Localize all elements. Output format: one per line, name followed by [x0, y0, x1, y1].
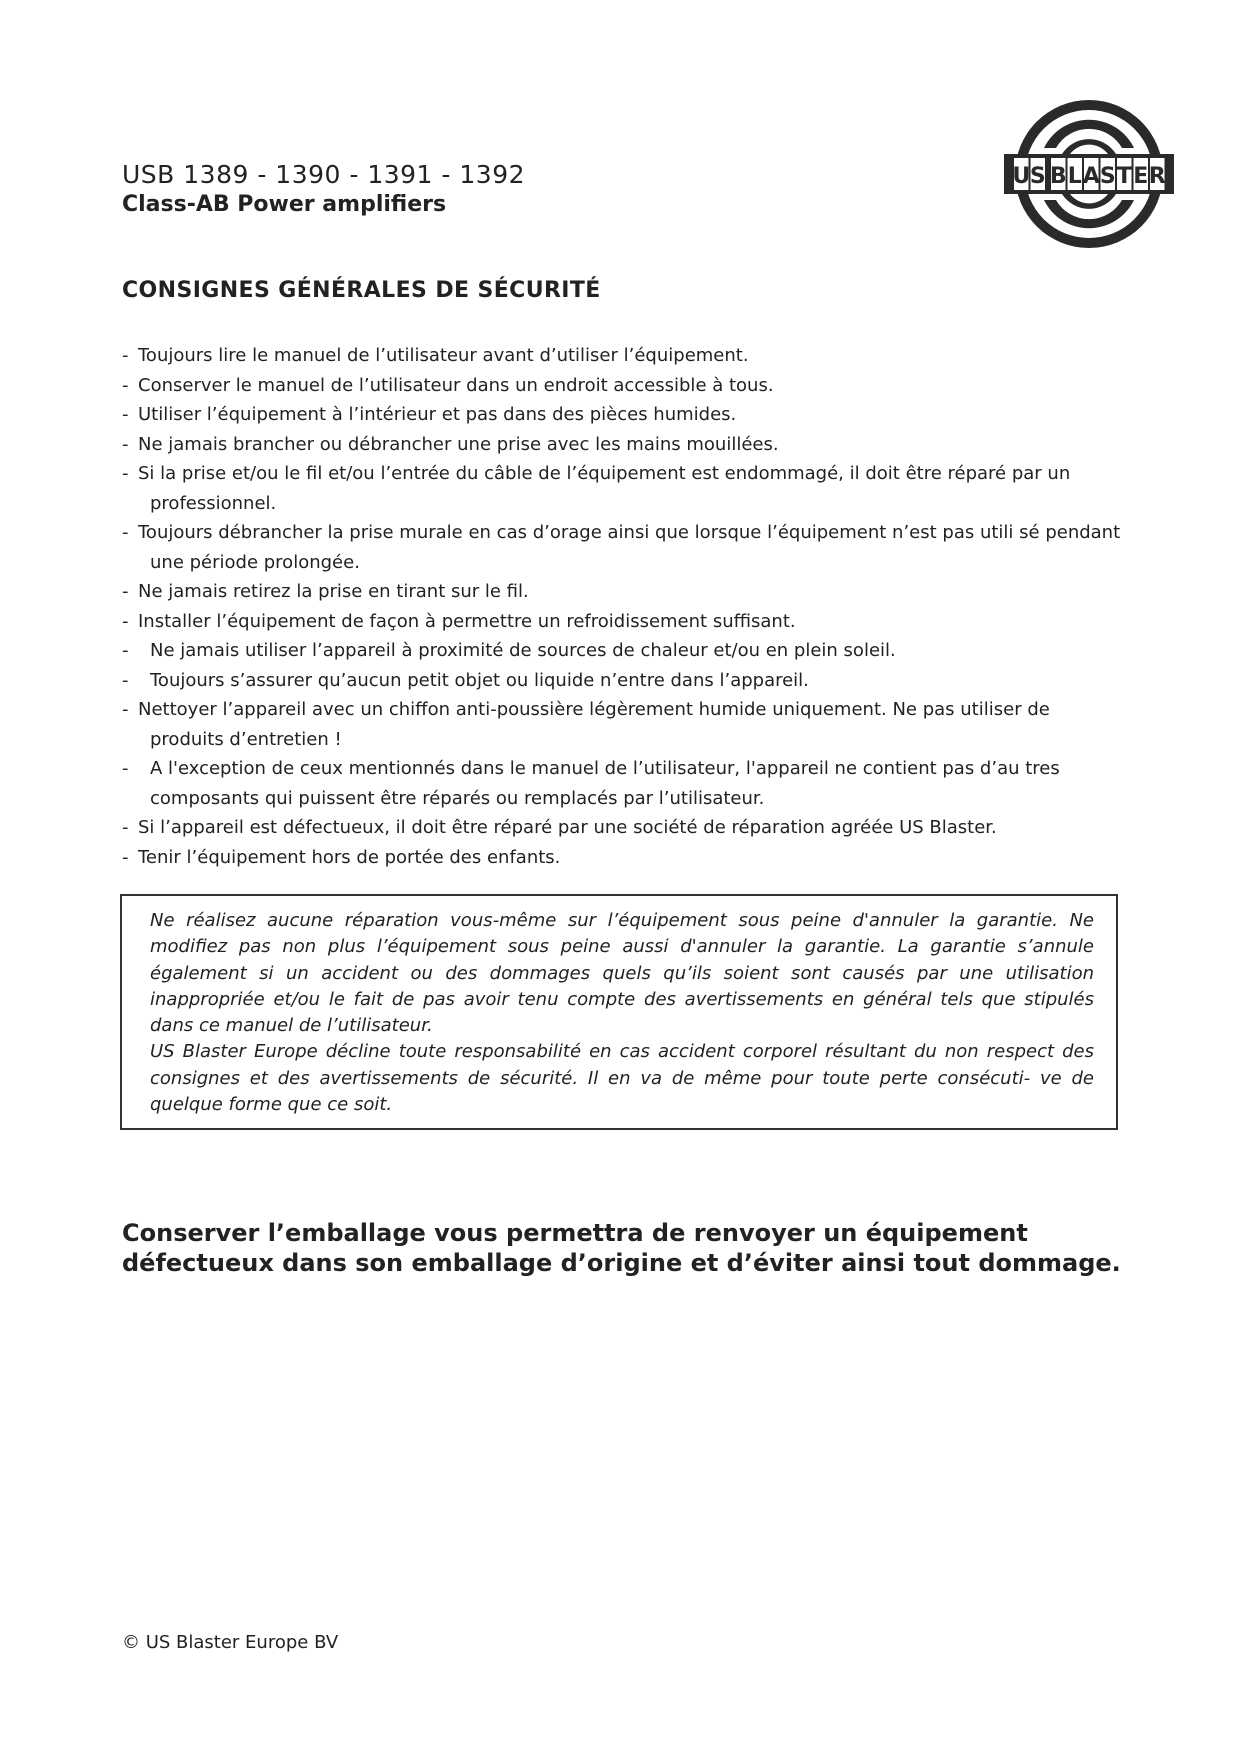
list-dash: -: [122, 610, 129, 632]
list-dash: -: [122, 699, 129, 720]
safety-rule-item: [122, 754, 1122, 813]
list-dash: -: [122, 345, 129, 366]
logo-letter: E: [1133, 164, 1149, 189]
product-subtitle: Class-AB Power amplifiers: [122, 192, 447, 217]
logo-letter: S: [1099, 164, 1116, 189]
safety-rule-item: [122, 843, 1122, 873]
safety-rule-item: [122, 341, 1122, 371]
safety-rule-text: Utiliser l’équipement à l’intérieur et pas dans des pièces humides.: [138, 404, 737, 425]
packaging-notice: Conserver l’emballage vous permettra de renvoyer un équipement défectueux dans son emballage d’origine et d’éviter ainsi tout dommage.: [122, 1219, 1121, 1277]
list-dash: -: [122, 404, 129, 425]
logo-letter: T: [1116, 164, 1132, 189]
list-dash: -: [122, 463, 129, 484]
logo-letter: R: [1148, 164, 1166, 189]
us-blaster-logo: [1004, 96, 1174, 256]
safety-rule-text: Si la prise et/ou le fil et/ou l’entrée du câble de l’équipement est endommagé, il doit être réparé par un professionnel.: [138, 463, 1071, 514]
safety-rule-text: Toujours s’assurer qu’aucun petit objet ou liquide n’entre dans l’appareil.: [150, 669, 809, 691]
logo-wordmark: [1012, 158, 1165, 190]
safety-rule-text: Tenir l’équipement hors de portée des enfants.: [138, 846, 561, 868]
logo-letter: A: [1082, 164, 1100, 189]
list-dash: -: [122, 374, 129, 396]
logo-letter: U: [1012, 164, 1031, 189]
safety-rule-text: Nettoyer l’appareil avec un chiffon anti-poussière légèrement humide uniquement. Ne pas utiliser de produits d’entretien !: [138, 699, 1050, 750]
safety-rule-item: [122, 400, 1122, 430]
copyright-footer: © US Blaster Europe BV: [122, 1632, 339, 1653]
safety-rule-item: [122, 371, 1122, 401]
safety-rule-item: [122, 577, 1122, 607]
safety-rule-text: Toujours lire le manuel de l’utilisateur avant d’utiliser l’équipement.: [138, 345, 749, 366]
safety-rule-item: [122, 518, 1122, 577]
document-header: [122, 160, 525, 220]
safety-rule-item: [122, 607, 1122, 637]
safety-rules-list: [122, 341, 1122, 872]
safety-rule-text: Installer l’équipement de façon à permettre un refroidissement suffisant.: [138, 610, 796, 632]
logo-letter: B: [1049, 164, 1067, 189]
warning-paragraph-2: US Blaster Europe décline toute responsabilité en cas accident corporel résultant du non respect des consignes et des avertissements de sécurité. Il en va de même pour toute perte consécuti- ve de quelque forme que ce soit.: [150, 1041, 1094, 1116]
safety-rule-item: [122, 636, 1122, 666]
safety-rule-text: Ne jamais brancher ou débrancher une prise avec les mains mouillées.: [138, 433, 779, 455]
safety-rule-text: Ne jamais utiliser l’appareil à proximité de sources de chaleur et/ou en plein soleil.: [150, 640, 896, 661]
safety-rule-item: [122, 695, 1122, 754]
list-dash: -: [122, 758, 129, 779]
section-title: CONSIGNES GÉNÉRALES DE SÉCURITÉ: [122, 278, 601, 303]
safety-rule-text: Toujours débrancher la prise murale en cas d’orage ainsi que lorsque l’équipement n’est pas utili sé pendant une période prolongée.: [138, 522, 1121, 573]
safety-rule-text: Si l’appareil est défectueux, il doit être réparé par une société de réparation agréée US Blaster.: [138, 817, 997, 838]
safety-rule-item: [122, 666, 1122, 696]
logo-letter: L: [1067, 164, 1082, 189]
list-dash: -: [122, 669, 129, 691]
safety-rule-item: [122, 430, 1122, 460]
list-dash: -: [122, 522, 129, 543]
model-numbers: USB 1389 - 1390 - 1391 - 1392: [122, 160, 526, 189]
safety-rule-text: Ne jamais retirez la prise en tirant sur le fil.: [138, 581, 529, 602]
list-dash: -: [122, 846, 129, 868]
list-dash: -: [122, 640, 129, 661]
safety-rule-item: [122, 459, 1122, 518]
safety-rule-item: [122, 813, 1122, 843]
warning-paragraph-1: Ne réalisez aucune réparation vous-même sur l’équipement sous peine d'annuler la garantie. Ne modifiez pas non plus l’équipement sous peine aussi d'annuler la garantie. La garantie s’annule également si un accident ou des dommages quels qu’ils soient sont causés par une utilisation inappropriée et/ou le fait de pas avoir tenu compte des avertissements en général tels que stipulés dans ce manuel de l’utilisateur.: [150, 910, 1094, 1037]
safety-rule-text: A l'exception de ceux mentionnés dans le manuel de l’utilisateur, l'appareil ne contient pas d’au tres composants qui puissent être réparés ou remplacés par l’utilisateur.: [150, 758, 1060, 809]
warranty-warning-box: [120, 894, 1118, 1130]
list-dash: -: [122, 433, 129, 455]
safety-rule-text: Conserver le manuel de l’utilisateur dans un endroit accessible à tous.: [138, 374, 774, 396]
list-dash: -: [122, 581, 129, 602]
logo-letter: S: [1029, 164, 1046, 189]
list-dash: -: [122, 817, 129, 838]
